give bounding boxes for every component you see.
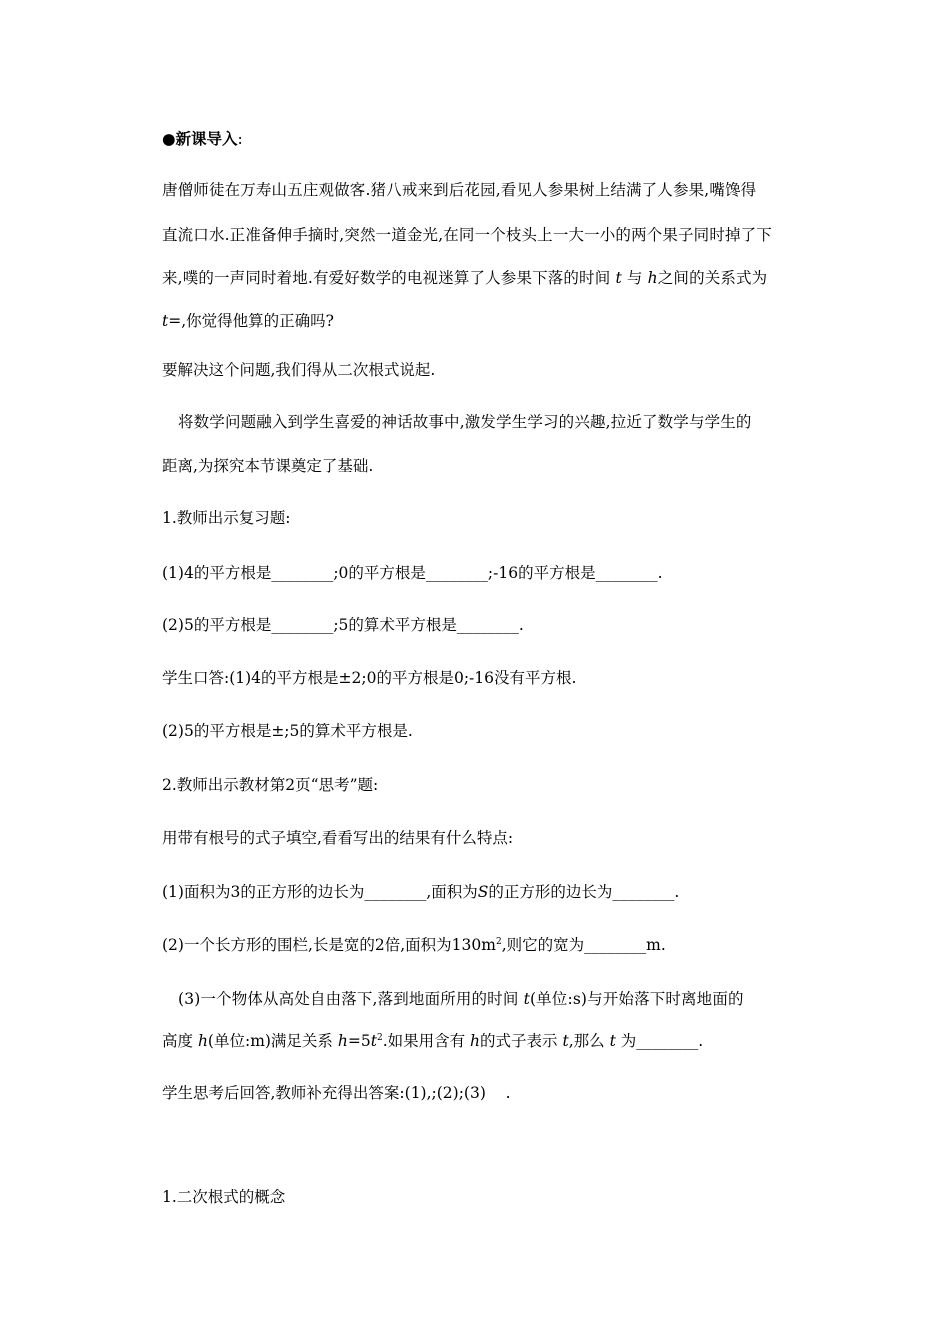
variable-h: h bbox=[197, 1032, 208, 1050]
story-line-3: 来,噗的一声同时着地.有爱好数学的电视迷算了人参果下落的时间 t 与 h之间的关系式为 bbox=[162, 269, 768, 287]
think-title: 2.教师出示教材第2页“思考”题: bbox=[162, 776, 379, 794]
variable-s: S bbox=[477, 883, 489, 901]
think-question-1: (1)面积为3的正方形的边长为________,面积为S的正方形的边长为________. bbox=[162, 883, 680, 901]
variable-h: h bbox=[647, 269, 658, 287]
review-answer-2: (2)5的平方根是±;5的算术平方根是. bbox=[162, 722, 413, 740]
heading-title: 新课导入 bbox=[175, 129, 238, 148]
think-instruction: 用带有根号的式子填空,看看写出的结果有什么特点: bbox=[162, 829, 514, 847]
story-line-1: 唐僧师徒在万寿山五庄观做客.猪八戒来到后花园,看见人参果树上结满了人参果,嘴馋得 bbox=[162, 181, 757, 199]
variable-h: h bbox=[337, 1032, 348, 1050]
review-question-1: (1)4的平方根是________;0的平方根是________;-16的平方根是________. bbox=[162, 564, 663, 582]
variable-t: t bbox=[562, 1032, 569, 1050]
think-answer: 学生思考后回答,教师补充得出答案:(1),;(2);(3) . bbox=[162, 1084, 511, 1102]
variable-t: t bbox=[609, 1032, 616, 1050]
think-question-3-line-2: 高度 h(单位:m)满足关系 $h=5t^2$.如果用含有 h的式子表示 t,那么 t 为________. bbox=[162, 1032, 704, 1050]
think-question-2: (2)一个长方形的围栏,长是宽的2倍,面积为$130m^2$,则它的宽为________m. bbox=[162, 936, 666, 954]
section-title: 1.二次根式的概念 bbox=[162, 1188, 286, 1206]
review-answer-1: 学生口答:(1)4的平方根是±2;0的平方根是0;-16没有平方根. bbox=[162, 669, 577, 687]
variable-t: t bbox=[523, 990, 530, 1008]
variable-h: h bbox=[470, 1032, 481, 1050]
superscript: 2 bbox=[376, 1033, 383, 1043]
story-line-4: t=,你觉得他算的正确吗? bbox=[162, 312, 334, 330]
think-question-3-line-1: (3)一个物体从高处自由落下,落到地面所用的时间 t(单位:s)与开始落下时离地面的 bbox=[178, 990, 744, 1008]
superscript: 2 bbox=[495, 937, 502, 947]
story-line-2: 直流口水.正准备伸手摘时,突然一道金光,在同一个枝头上一大一小的两个果子同时掉了下 bbox=[162, 226, 772, 244]
review-title: 1.教师出示复习题: bbox=[162, 509, 291, 527]
bullet-icon: ● bbox=[162, 129, 176, 148]
heading-colon: : bbox=[237, 130, 243, 148]
design-note-line-1: 将数学问题融入到学生喜爱的神话故事中,激发学生学习的兴趣,拉近了数学与学生的 bbox=[178, 413, 752, 431]
section-heading bbox=[162, 129, 243, 149]
review-question-2: (2)5的平方根是________;5的算术平方根是________. bbox=[162, 616, 524, 634]
variable-t: t bbox=[615, 269, 622, 287]
design-note-line-2: 距离,为探究本节课奠定了基础. bbox=[162, 457, 374, 475]
variable-t: t bbox=[162, 312, 169, 330]
intro-question: 要解决这个问题,我们得从二次根式说起. bbox=[162, 361, 436, 379]
variable-t: t bbox=[370, 1032, 377, 1050]
